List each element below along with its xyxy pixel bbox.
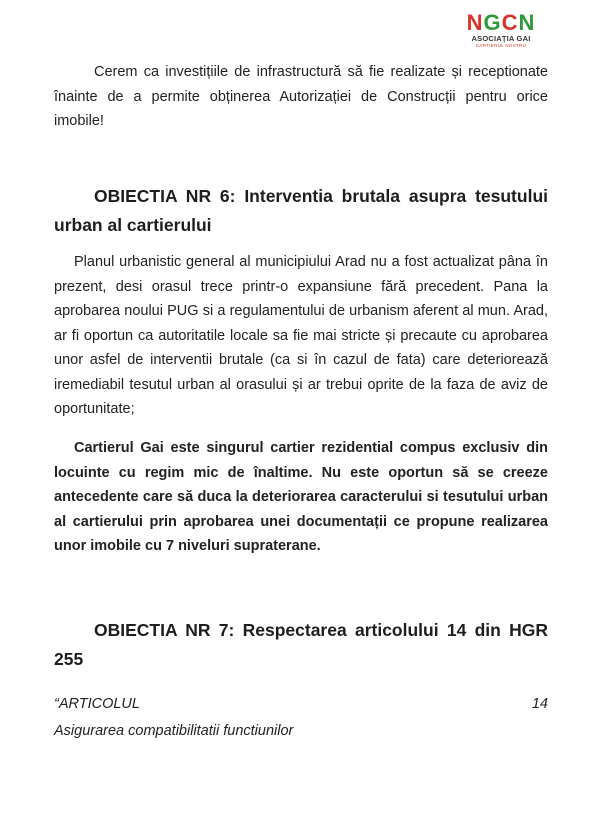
paragraph-pug: Planul urbanistic general al municipiului Arad nu a fost actualizat pâna în prezent, desi orasul trece printr-o expansiune fără precedent. Pana la aprobarea noului PUG si a regulamentului de urbanism aferent al mun. Arad, ar fi oportun ca autoritatile locale sa fie mai stricte și precaute cu aprobarea unor asfel de interventii brutale (ca si în cazul de fata) care deteriorează iremediabil tesutul urban al orasului și ar trebui oprite de la faza de aviz de oportunitate; — [54, 254, 548, 417]
heading-objection-6: OBIECTIA NR 6: Interventia brutala asupra tesutului urban al cartierului — [54, 186, 548, 235]
heading-objection-7: OBIECTIA NR 7: Respectarea articolului 14 din HGR 255 — [54, 620, 548, 669]
logo-tagline: CARTIERUL NOSTRU — [475, 43, 527, 48]
paragraph-cartier-gai: Cartierul Gai este singurul cartier rezidential compus exclusiv din locuinte cu regim mic de înaltime. Nu este oportun să se creeze antecedente care să duca la deteriorarea caracterului si tesutului urban al cartierului prin aprobarea unei documentații ce propune realizarea unor imobile cu 7 niveluri supraterane. — [54, 440, 548, 554]
article-label: “ARTICOLUL — [54, 696, 140, 712]
logo-letters: NGCN — [466, 10, 536, 35]
article-title: Asigurarea compatibilitatii functiunilor — [54, 723, 294, 739]
logo-name: ASOCIAȚIA GAI — [471, 34, 531, 43]
article-number: 14 — [531, 696, 548, 712]
paragraph-infrastructure: Cerem ca investițiile de infrastructură să fie realizate și receptionate înainte de a permite obținerea Autorizației de Construcții pentru orice imobile! — [54, 64, 548, 129]
article-header — [54, 692, 548, 716]
logo — [452, 12, 550, 56]
